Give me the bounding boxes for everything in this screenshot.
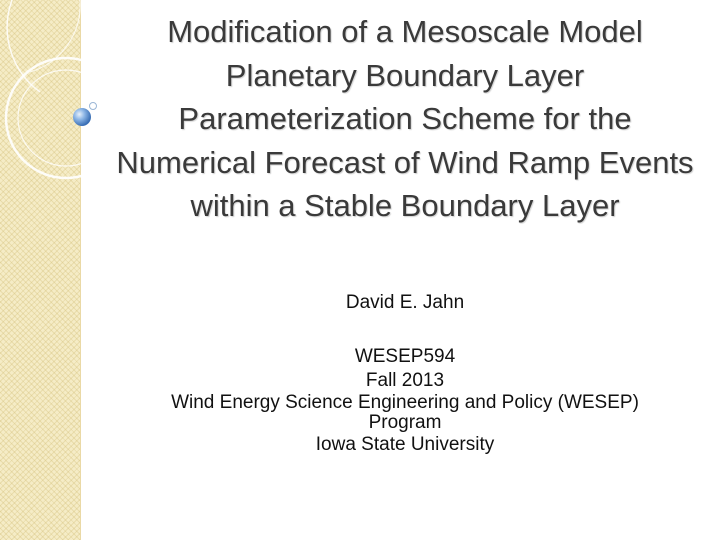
course-code: WESEP594 [354, 346, 456, 367]
author-name: David E. Jahn [345, 292, 465, 313]
university-name: Iowa State University [315, 434, 495, 455]
program-name-continued: Program [368, 412, 442, 433]
orb-icon [73, 108, 91, 126]
slide-details [110, 345, 700, 457]
program-name: Wind Energy Science Engineering and Policy (WESEP) [171, 392, 639, 413]
small-orb-icon [90, 103, 97, 110]
slide-title: Modification of a Mesoscale Model Planetary Boundary Layer Parameterization Scheme for the Numerical Forecast of Wind Ramp Events within a Stable Boundary Layer [116, 14, 694, 223]
semester: Fall 2013 [365, 370, 445, 391]
